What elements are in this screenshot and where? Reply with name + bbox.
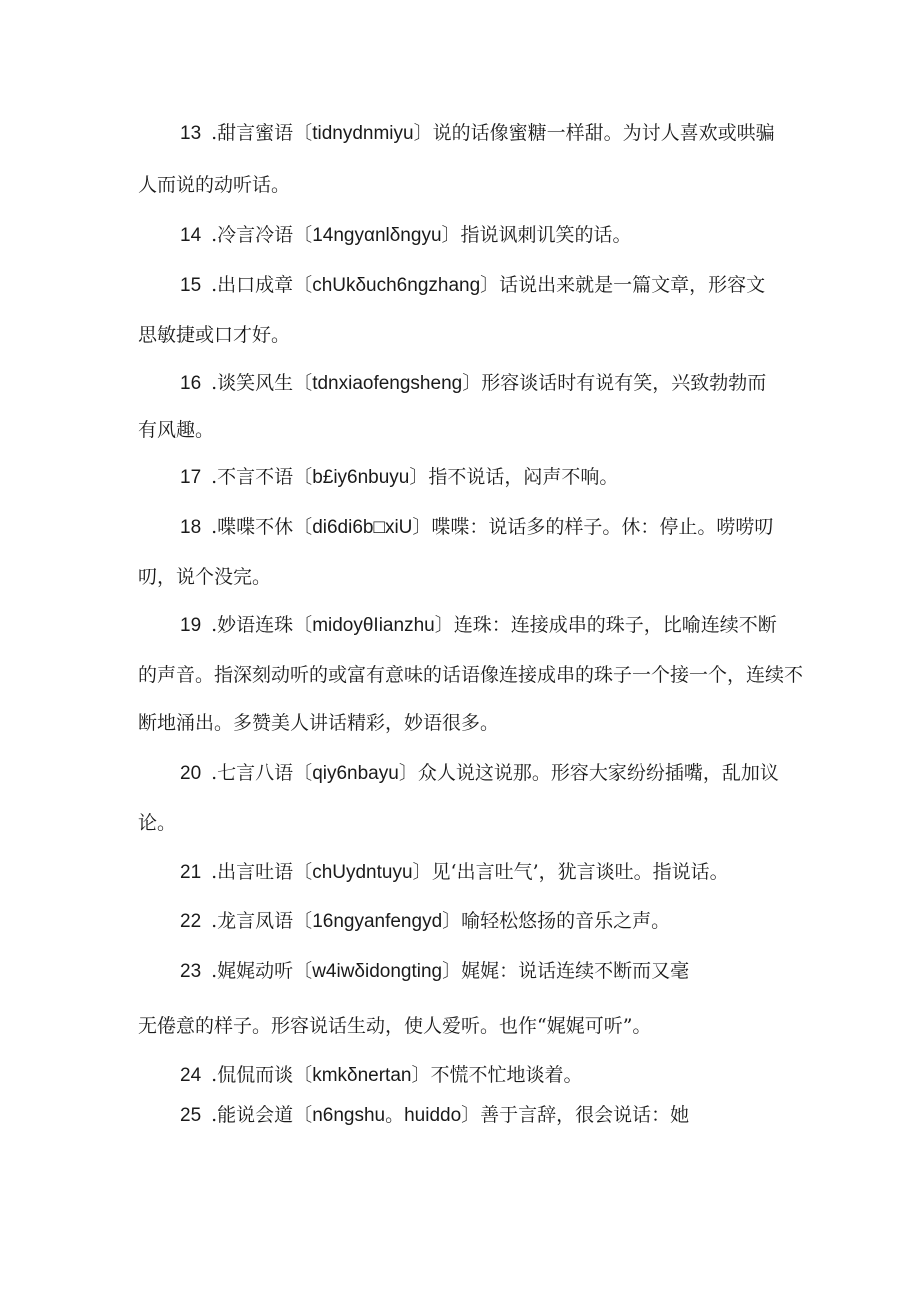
entry-18-continuation: 叨，说个没完。 [138, 566, 272, 588]
entry-15 [0, 270, 920, 300]
entry-pinyin: chUydntuyu [312, 862, 413, 883]
entry-25 [0, 1100, 920, 1130]
entry-definition: 〕形容谈话时有说有笑，兴致勃勃而 [462, 372, 767, 394]
entry-17 [0, 462, 920, 492]
entry-number: 20 [180, 763, 202, 784]
entry-head: .谈笑风生〔 [211, 372, 313, 394]
entry-definition: 〕见‘出言吐气’，犹言谈吐。指说话。 [412, 861, 729, 883]
entry-24 [0, 1060, 920, 1090]
entry-number: 23 [180, 961, 202, 982]
entry-pinyin: 16ngyanfengyd [312, 911, 443, 932]
entry-head: .娓娓动听〔 [211, 960, 313, 982]
entry-19-continuation: 断地涌出。多赞美人讲话精彩，妙语很多。 [138, 712, 500, 734]
entry-21 [0, 857, 920, 887]
entry-head: .喋喋不休〔 [211, 516, 313, 538]
entry-number: 16 [180, 373, 202, 394]
entry-number: 21 [180, 862, 202, 883]
entry-head: .出口成章〔 [211, 274, 313, 296]
entry-14 [0, 220, 920, 250]
entry-13-continuation: 人而说的动听话。 [138, 174, 291, 196]
entry-head: .妙语连珠〔 [211, 614, 313, 636]
entry-20-continuation: 论。 [138, 812, 177, 834]
entry-19-continuation: 的声音。指深刻动听的或富有意味的话语像连接成串的珠子一个接一个，连续不 [138, 664, 804, 686]
entry-head: .甜言蜜语〔 [211, 122, 313, 144]
entry-20 [0, 758, 920, 788]
entry-definition: 〕话说出来就是一篇文章，形容文 [480, 274, 766, 296]
entry-definition: 〕喻轻松悠扬的音乐之声。 [442, 910, 671, 932]
entry-number: 22 [180, 911, 202, 932]
entry-pinyin: midoyθIianzhu [312, 615, 435, 636]
entry-definition: 〕善于言辞，很会说话：她 [461, 1104, 690, 1126]
entry-number: 19 [180, 615, 202, 636]
entry-definition: 〕说的话像蜜糖一样甜。为讨人喜欢或哄骗 [413, 122, 775, 144]
entry-pinyin: w4iwδidongting [312, 961, 443, 982]
entry-16-continuation: 有风趣。 [138, 419, 215, 441]
entry-definition: 〕不慌不忙地谈着。 [411, 1064, 583, 1086]
entry-head: .出言吐语〔 [211, 861, 313, 883]
entry-22 [0, 906, 920, 936]
entry-number: 14 [180, 225, 202, 246]
entry-definition: 〕指不说话，闷声不响。 [409, 466, 619, 488]
entry-15-continuation: 思敏捷或口才好。 [138, 324, 291, 346]
entry-head: .七言八语〔 [211, 762, 313, 784]
entry-pinyin: 14ngyαnlδngyu [312, 225, 442, 246]
entry-number: 13 [180, 123, 202, 144]
entry-19 [0, 610, 920, 640]
entry-head: .冷言冷语〔 [211, 224, 313, 246]
entry-13 [0, 118, 920, 148]
entry-definition: 〕娓娓：说话连续不断而又毫 [442, 960, 690, 982]
entry-pinyin: di6di6b□xiU [312, 517, 413, 538]
entry-number: 15 [180, 275, 202, 296]
entry-head: .能说会道〔 [211, 1104, 313, 1126]
entry-23-continuation: 无倦意的样子。形容说话生动，使人爱听。也作“娓娓可听”。 [138, 1015, 652, 1037]
entry-pinyin: tdnxiaofengsheng [312, 373, 463, 394]
entry-head: .龙言凤语〔 [211, 910, 313, 932]
entry-pinyin: chUkδuch6ngzhang [312, 275, 481, 296]
entry-definition: 〕指说讽刺讥笑的话。 [441, 224, 632, 246]
entry-definition: 〕喋喋：说话多的样子。休：停止。唠唠叨 [412, 516, 774, 538]
entry-pinyin: tidnydnmiyu [312, 123, 414, 144]
entry-definition: 〕众人说这说那。形容大家纷纷插嘴，乱加议 [398, 762, 779, 784]
entry-number: 24 [180, 1065, 202, 1086]
entry-number: 17 [180, 467, 202, 488]
entry-16 [0, 368, 920, 398]
entry-pinyin: b£iy6nbuyu [312, 467, 410, 488]
entry-pinyin: qiy6nbayu [312, 763, 399, 784]
entry-number: 25 [180, 1105, 202, 1126]
entry-head: .不言不语〔 [211, 466, 313, 488]
entry-definition: 〕连珠：连接成串的珠子，比喻连续不断 [434, 614, 777, 636]
entry-23 [0, 956, 920, 986]
entry-pinyin: kmkδnertan [312, 1065, 412, 1086]
entry-18 [0, 512, 920, 542]
entry-pinyin: n6ngshu。huiddo [312, 1105, 462, 1126]
entry-head: .侃侃而谈〔 [211, 1064, 313, 1086]
entry-number: 18 [180, 517, 202, 538]
